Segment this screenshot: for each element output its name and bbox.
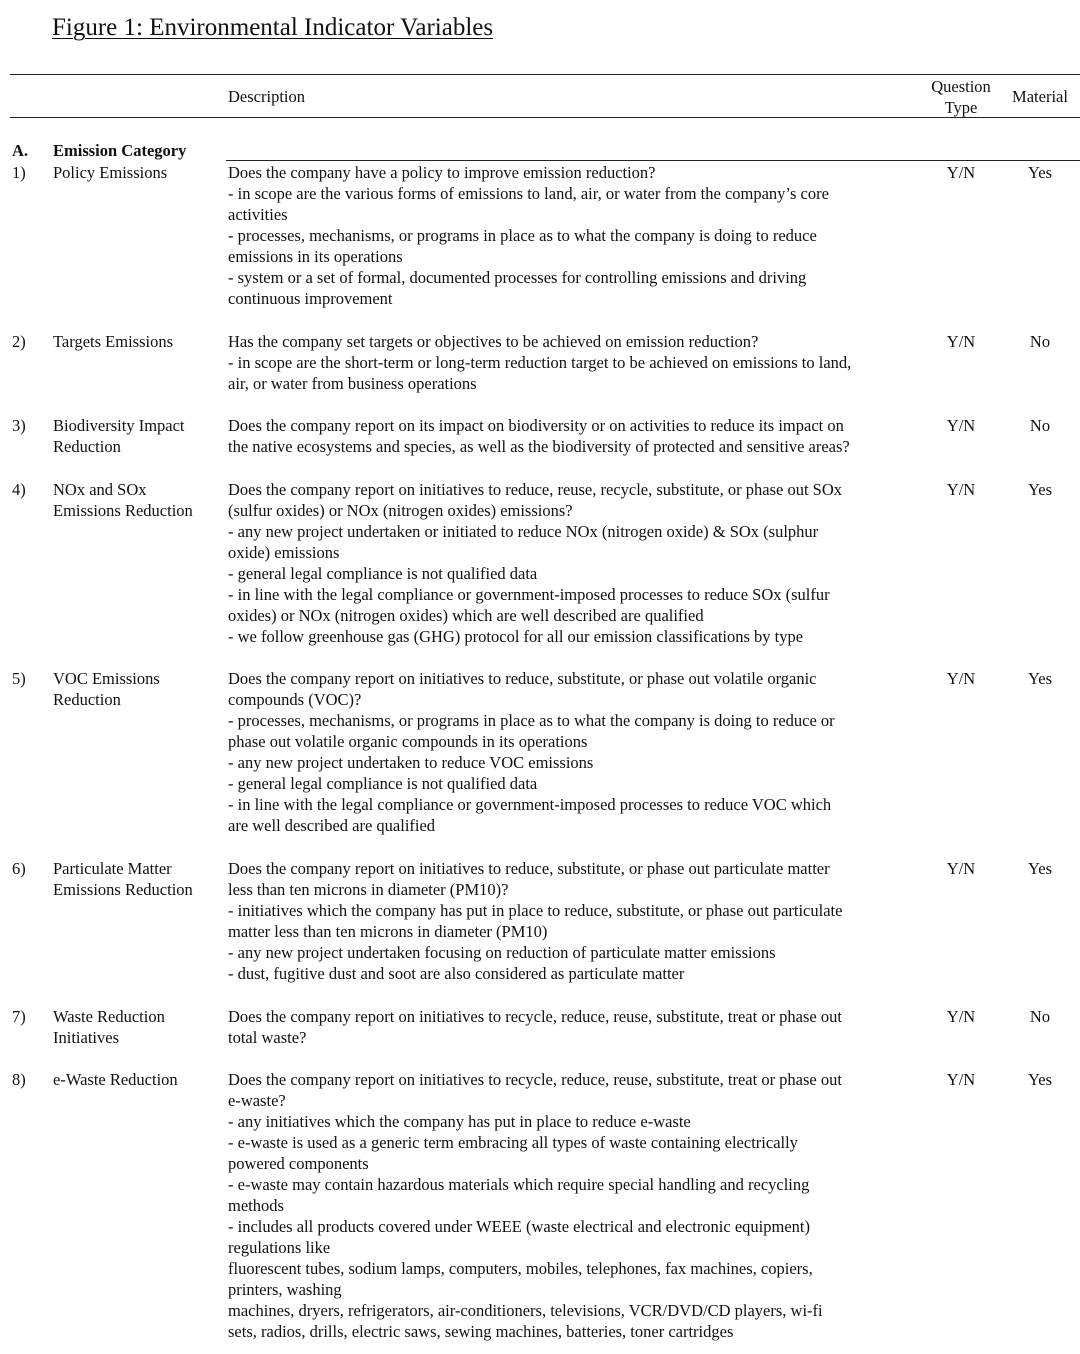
description-line: - includes all products covered under WEEE (waste electrical and electronic equipment): [228, 1217, 810, 1236]
indicator-description: [228, 668, 928, 836]
indicator-name: [53, 415, 223, 457]
indicator-name-line: e-Waste Reduction: [53, 1070, 178, 1089]
row-number: 3): [12, 416, 26, 435]
description-line: total waste?: [228, 1028, 307, 1047]
description-line: matter less than ten microns in diameter (PM10): [228, 922, 548, 941]
material-cell: Yes: [1027, 1070, 1052, 1089]
description-line: phase out volatile organic compounds in its operations: [228, 732, 588, 751]
row-number: 1): [12, 163, 26, 182]
question-type-cell: Y/N: [946, 669, 976, 688]
material-cell: Yes: [1027, 480, 1052, 499]
indicator-description: [228, 162, 928, 309]
description-line: - processes, mechanisms, or programs in place as to what the company is doing to reduce or: [228, 711, 835, 730]
description-line: powered components: [228, 1154, 369, 1173]
header-question-type: [924, 76, 998, 118]
indicator-name-line: Initiatives: [53, 1028, 119, 1047]
description-line: fluorescent tubes, sodium lamps, computers, mobiles, telephones, fax machines, copiers,: [228, 1259, 813, 1278]
category-rule: [226, 160, 1080, 161]
indicator-name-line: Targets Emissions: [53, 332, 173, 351]
material-cell: Yes: [1027, 859, 1052, 878]
indicator-description: [228, 415, 928, 457]
row-number: 8): [12, 1070, 26, 1089]
indicator-name-line: Reduction: [53, 690, 121, 709]
description-line: Has the company set targets or objectives to be achieved on emission reduction?: [228, 332, 759, 351]
description-line: emissions in its operations: [228, 247, 403, 266]
description-line: Does the company have a policy to improve emission reduction?: [228, 163, 656, 182]
description-line: - in line with the legal compliance or government-imposed processes to reduce SOx (sulfur: [228, 585, 830, 604]
description-line: regulations like: [228, 1238, 331, 1257]
description-line: - e-waste may contain hazardous materials which require special handling and recycling: [228, 1175, 810, 1194]
row-number: 2): [12, 332, 26, 351]
indicator-description: [228, 331, 928, 394]
header-question-type-line2: Type: [944, 98, 978, 117]
material-cell: No: [1029, 416, 1051, 435]
description-line: Does the company report on its impact on biodiversity or on activities to reduce its impact on: [228, 416, 844, 435]
figure-title: Figure 1: Environmental Indicator Variables: [52, 14, 494, 41]
indicator-name-line: Biodiversity Impact: [53, 416, 185, 435]
description-line: oxide) emissions: [228, 543, 340, 562]
description-line: the native ecosystems and species, as well as the biodiversity of protected and sensitive areas?: [228, 437, 850, 456]
indicator-name-line: Emissions Reduction: [53, 501, 193, 520]
description-line: - initiatives which the company has put in place to reduce, substitute, or phase out particulate: [228, 901, 843, 920]
indicator-name: [53, 858, 223, 900]
question-type-cell: Y/N: [946, 1007, 976, 1026]
description-line: e-waste?: [228, 1091, 286, 1110]
row-number: 7): [12, 1007, 26, 1026]
indicator-name-line: Emissions Reduction: [53, 880, 193, 899]
indicator-name: [53, 1006, 223, 1048]
row-number: 4): [12, 480, 26, 499]
material-cell: No: [1029, 1007, 1051, 1026]
header-question-type-line1: Question: [931, 77, 991, 96]
description-line: - in line with the legal compliance or government-imposed processes to reduce VOC which: [228, 795, 832, 814]
header-bottom-rule: [10, 117, 1080, 118]
header-description: Description: [228, 87, 305, 106]
indicator-name: [53, 1069, 223, 1090]
description-line: - in scope are the short-term or long-term reduction target to be achieved on emissions to land,: [228, 353, 852, 372]
indicator-name-line: NOx and SOx: [53, 480, 147, 499]
description-line: - processes, mechanisms, or programs in place as to what the company is doing to reduce: [228, 226, 817, 245]
indicator-name: [53, 331, 223, 352]
description-line: activities: [228, 205, 288, 224]
indicator-name-line: VOC Emissions: [53, 669, 160, 688]
table-top-rule: [10, 74, 1080, 75]
description-line: - dust, fugitive dust and soot are also considered as particulate matter: [228, 964, 685, 983]
description-line: continuous improvement: [228, 289, 393, 308]
question-type-cell: Y/N: [946, 859, 976, 878]
question-type-cell: Y/N: [946, 1070, 976, 1089]
description-line: Does the company report on initiatives to reduce, substitute, or phase out particulate matter: [228, 859, 830, 878]
row-number: 5): [12, 669, 26, 688]
description-line: oxides) or NOx (nitrogen oxides) which are well described are qualified: [228, 606, 704, 625]
indicator-description: [228, 479, 928, 647]
description-line: machines, dryers, refrigerators, air-conditioners, televisions, VCR/DVD/CD players, wi-fi: [228, 1301, 823, 1320]
question-type-cell: Y/N: [946, 416, 976, 435]
category-letter: A.: [12, 141, 29, 160]
material-cell: No: [1029, 332, 1051, 351]
indicator-name: [53, 162, 223, 183]
description-line: - general legal compliance is not qualified data: [228, 564, 538, 583]
row-number: 6): [12, 859, 26, 878]
category-title: Emission Category: [53, 141, 187, 160]
indicator-name: [53, 479, 223, 521]
material-cell: Yes: [1027, 669, 1052, 688]
description-line: - any new project undertaken to reduce VOC emissions: [228, 753, 594, 772]
header-material: Material: [1012, 87, 1068, 106]
description-line: compounds (VOC)?: [228, 690, 362, 709]
description-line: Does the company report on initiatives to recycle, reduce, reuse, substitute, treat or phase out: [228, 1070, 842, 1089]
description-line: air, or water from business operations: [228, 374, 477, 393]
description-line: (sulfur oxides) or NOx (nitrogen oxides) emissions?: [228, 501, 573, 520]
description-line: less than ten microns in diameter (PM10)?: [228, 880, 509, 899]
description-line: are well described are qualified: [228, 816, 436, 835]
question-type-cell: Y/N: [946, 163, 976, 182]
description-line: sets, radios, drills, electric saws, sewing machines, batteries, toner cartridges: [228, 1322, 734, 1341]
description-line: - we follow greenhouse gas (GHG) protocol for all our emission classifications by type: [228, 627, 804, 646]
indicator-name-line: Waste Reduction: [53, 1007, 165, 1026]
description-line: printers, washing: [228, 1280, 342, 1299]
description-line: methods: [228, 1196, 284, 1215]
indicator-description: [228, 1069, 928, 1342]
description-line: - general legal compliance is not qualified data: [228, 774, 538, 793]
indicator-name-line: Particulate Matter: [53, 859, 172, 878]
description-line: - any new project undertaken or initiated to reduce NOx (nitrogen oxide) & SOx (sulphur: [228, 522, 819, 541]
material-cell: Yes: [1027, 163, 1052, 182]
indicator-name-line: Policy Emissions: [53, 163, 168, 182]
description-line: - any initiatives which the company has put in place to reduce e-waste: [228, 1112, 691, 1131]
question-type-cell: Y/N: [946, 480, 976, 499]
description-line: Does the company report on initiatives to reduce, substitute, or phase out volatile organic: [228, 669, 817, 688]
description-line: Does the company report on initiatives to reduce, reuse, recycle, substitute, or phase out SOx: [228, 480, 842, 499]
description-line: - any new project undertaken focusing on reduction of particulate matter emissions: [228, 943, 776, 962]
description-line: - system or a set of formal, documented processes for controlling emissions and driving: [228, 268, 807, 287]
question-type-cell: Y/N: [946, 332, 976, 351]
description-line: Does the company report on initiatives to recycle, reduce, reuse, substitute, treat or phase out: [228, 1007, 842, 1026]
indicator-name: [53, 668, 223, 710]
indicator-name-line: Reduction: [53, 437, 121, 456]
description-line: - in scope are the various forms of emissions to land, air, or water from the company’s core: [228, 184, 829, 203]
indicator-description: [228, 1006, 928, 1048]
description-line: - e-waste is used as a generic term embracing all types of waste containing electrically: [228, 1133, 798, 1152]
indicator-description: [228, 858, 928, 984]
